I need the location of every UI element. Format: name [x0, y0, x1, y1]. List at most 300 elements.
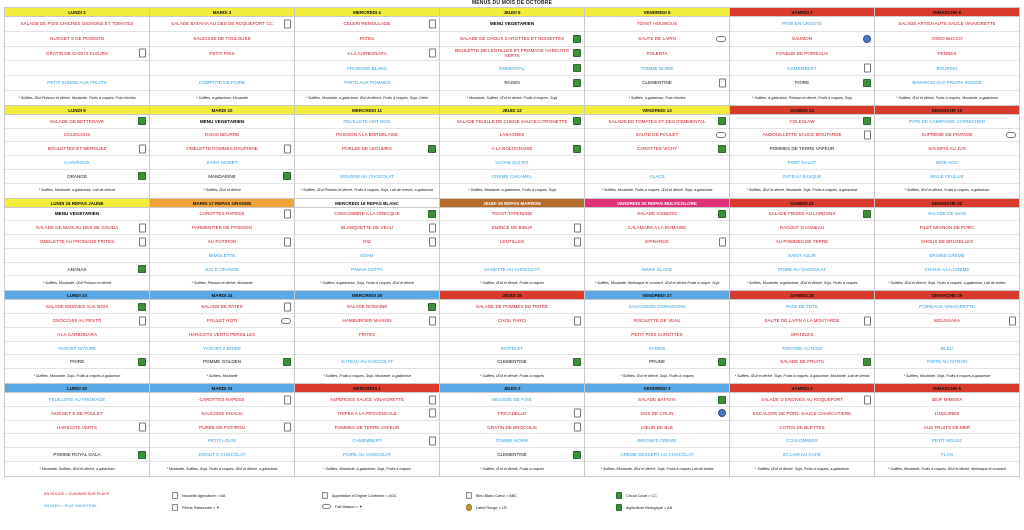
- aoc-icon: [574, 223, 581, 232]
- dish-label: ECLAIR AU CAFE: [783, 452, 821, 458]
- dish-item: [440, 314, 584, 328]
- ab-bio-icon: [573, 49, 581, 57]
- allergen-note: * Sulfites, Moutarde, Œuf et dérivé, Soja, Fruits à coques,Lait de brebis: [600, 466, 714, 471]
- day-cell: [730, 106, 875, 199]
- dish-item: [295, 421, 439, 435]
- dish-item: [150, 142, 294, 156]
- legend-item: [44, 492, 109, 496]
- dish-item: [440, 328, 584, 342]
- dish-item: [5, 235, 149, 249]
- dish-label: FRICADELLE: [497, 410, 527, 416]
- dish-label: SAINT MORET: [206, 159, 238, 165]
- dish-label: CHOU FARCI: [497, 318, 527, 324]
- dish-label: NUGGET S DE POISSON: [50, 36, 104, 42]
- fait-maison-icon: [281, 318, 291, 324]
- day-cell: [585, 8, 730, 106]
- aoc-icon: [284, 237, 291, 246]
- ab-bio-icon: [863, 358, 871, 366]
- dish-item: [295, 142, 439, 156]
- dish-label: CLEMENTINE: [642, 80, 672, 86]
- day-header: LUNDI 30: [5, 384, 149, 393]
- aoc-icon: [139, 423, 146, 432]
- dish-item: [440, 355, 584, 369]
- dish-item: [150, 61, 294, 76]
- aoc-icon: [284, 302, 291, 311]
- dish-label: A LA BOLOGNAISE: [491, 146, 533, 152]
- dish-label: SALADE ENDIVES AUX NOIX: [45, 304, 109, 310]
- dish-label: EDAM: [360, 252, 374, 258]
- day-cell: [150, 384, 295, 477]
- dish-label: BOULETTE DE LENTILLES ET FROMAGE HARICOTS VERTS: [454, 48, 570, 59]
- dish-label: SALADE BATAVIA: [638, 397, 676, 403]
- dish-item: [150, 448, 294, 462]
- dish-item: [440, 170, 584, 184]
- dish-label: BROBIS CREME: [929, 252, 965, 258]
- dish-label: CAROTTES VICHY: [636, 146, 678, 152]
- dish-label: HARICOTS VERTS PERSILLES: [188, 331, 256, 337]
- dish-item: [875, 355, 1019, 369]
- dish-label: SAUTE DE POULET: [635, 132, 679, 138]
- dish-label: CHOUX A LA CREME: [924, 266, 970, 272]
- dish-label: MOUSSAKA: [933, 318, 961, 324]
- dish-item: [440, 61, 584, 76]
- dish-label: PATE DE TETE: [786, 304, 818, 310]
- aoc-icon: [139, 316, 146, 325]
- dish-item: [875, 249, 1019, 263]
- dish-item: [730, 300, 874, 314]
- label-rouge-icon: [466, 504, 472, 511]
- dish-item: [730, 328, 874, 342]
- aoc-icon: [429, 223, 436, 232]
- dish-label: ROITELET: [500, 345, 524, 351]
- dish-item: [585, 393, 729, 407]
- day-header: DIMANCHE 29: [875, 291, 1019, 300]
- dish-label: SALADE DE CHOUX CAROTTES ET NOIXETTES: [459, 36, 565, 42]
- dish-item: [150, 393, 294, 407]
- dish-item: [295, 407, 439, 421]
- aoc-icon: [429, 316, 436, 325]
- allergen-note: * Sulfites, Œuf Poisson et dérivé, Fruits à coques, Soja, Lait de chevre, a-galactose: [300, 188, 434, 193]
- dish-item: [295, 314, 439, 328]
- dish-label: POIREAUX VINAIGRETTE: [919, 304, 975, 310]
- dish-item: [585, 142, 729, 156]
- dish-label: JUS D ORANGE: [204, 266, 240, 272]
- dish-label: SALADE D ENDIVES AU ROQUEFORT: [760, 397, 844, 403]
- dish-label: TARTE AU CITRON: [926, 359, 968, 365]
- dish-item: [5, 32, 149, 47]
- day-cell: [585, 291, 730, 384]
- aoc-icon: [429, 19, 436, 28]
- dish-item: [5, 61, 149, 76]
- ab-bio-icon: [573, 358, 581, 366]
- allergen-note: * Sulfites, Moutarde, Soja, Fruits à coques,a-galactose: [33, 374, 121, 379]
- dish-item: [875, 263, 1019, 277]
- dish-item: [730, 208, 874, 222]
- dish-item: [875, 17, 1019, 32]
- dish-label: PETIT SUISSE AUX FRUITS: [47, 80, 107, 86]
- dish-label: PARMENTIER DE POISSON: [192, 225, 252, 231]
- day-header: LUNDI 2: [5, 8, 149, 17]
- day-header: VENDREDI 13: [585, 106, 729, 115]
- dish-item: [585, 342, 729, 356]
- day-cell: [150, 291, 295, 384]
- allergen-note: * Sulfites, Moutarde, a-galactose, Œuf et dérivé, Fruits à coques, Soja, Celeri: [305, 95, 429, 100]
- aoc-icon: [429, 409, 436, 418]
- dish-label: SAUMON: [791, 36, 813, 42]
- ab-bio-icon: [718, 145, 726, 153]
- dish-item: [730, 76, 874, 91]
- ab-bio-icon: [573, 79, 581, 87]
- day-cell: [150, 199, 295, 292]
- dish-item: [295, 17, 439, 32]
- aoc-icon: [719, 237, 726, 246]
- dish-item: [730, 393, 874, 407]
- dish-label: MENU VEGETARIEN: [489, 21, 535, 27]
- allergen-note: * Sulfites, Œuf et dérivé: [203, 188, 241, 193]
- legend-item: [172, 504, 219, 511]
- aoc-icon: [429, 237, 436, 246]
- day-cell: [440, 106, 585, 199]
- ab-bio-icon: [863, 117, 871, 125]
- dish-item: [585, 434, 729, 448]
- dish-label: ANDOUILLETTE SAUCE MOUTARDE: [762, 132, 842, 138]
- dish-item: [295, 61, 439, 76]
- allergen-note: * Moutarde, Sulfites, Œuf et dérivé, a-galactose: [39, 466, 115, 471]
- dish-label: POELEE DE LEGUMES: [342, 146, 392, 152]
- dish-item: [295, 76, 439, 91]
- dish-label: MANDARINE: [208, 173, 236, 179]
- day-cell: [5, 384, 150, 477]
- day-header: LUNDI 9: [5, 106, 149, 115]
- dish-item: [150, 249, 294, 263]
- aoc-icon: [284, 144, 291, 153]
- allergen-note: * Sulfites, a-galactose, Poisson et dérivé, Fruits à coques, Soja: [751, 95, 853, 100]
- aoc-icon: [139, 237, 146, 246]
- dish-item: [875, 76, 1019, 91]
- allergen-note: * Sulfites, Moutarde, a-galactose, Lait de chevre: [38, 188, 116, 193]
- dish-item: [440, 448, 584, 462]
- dish-item: [5, 393, 149, 407]
- dish-label: ESCALOPE DE PORC SAUCE CHARCUTIERE: [752, 410, 852, 416]
- dish-label: CELERI REMOULADE: [343, 21, 391, 27]
- dish-label: FLAN: [941, 452, 953, 458]
- dish-label: RADIS BEURRE: [204, 132, 240, 138]
- dish-label: MENU VEGETARIEN: [54, 211, 100, 217]
- ab-bio-icon: [283, 172, 291, 180]
- menu-calendar-grid: [4, 7, 1020, 477]
- aoc-icon: [284, 209, 291, 218]
- dish-label: ASPERGES SAUCE VINAIGRETTE: [329, 397, 405, 403]
- allergen-note: * Sulfites, Œuf et dérivé, Fruits à coques, Moutarde, a-galactose: [896, 95, 998, 100]
- dish-item: [5, 156, 149, 170]
- dish-label: PENNES: [937, 50, 957, 56]
- ab-bio-icon: [138, 265, 146, 273]
- dish-label: FONDUE DE POIREAUX: [775, 50, 829, 56]
- dish-label: BRIGNES CREME: [637, 438, 677, 444]
- dish-item: [585, 300, 729, 314]
- allergen-note: * Sulfites, Moutarde, Mollusque et crustacé, Œuf et dérivé,Fruits à coque, Soja: [594, 281, 720, 286]
- dish-label: FROMAGE BLANC: [347, 65, 387, 71]
- dish-item: [730, 61, 874, 76]
- dish-item: [585, 76, 729, 91]
- dish-item: [730, 47, 874, 62]
- dish-label: CONCOMBRE A LA GRECQUE: [334, 211, 400, 217]
- dish-label: SALSIFIS AU JUS: [928, 146, 966, 152]
- dish-item: [5, 17, 149, 32]
- dish-item: [5, 76, 149, 91]
- dish-item: [875, 156, 1019, 170]
- dish-label: BLEU: [940, 345, 953, 351]
- aoc-icon: [1009, 316, 1016, 325]
- allergen-note: * Sulfites, Œuf et dérivé, Soja, Fruits à coques, a-galactose, Moutarde, Lait de brebis: [734, 374, 870, 379]
- dish-item: [875, 61, 1019, 76]
- dish-item: [440, 115, 584, 129]
- dish-label: SALADE DE FRUITS: [780, 359, 824, 365]
- day-cell: [875, 106, 1020, 199]
- dish-item: [440, 263, 584, 277]
- aoc-icon: [574, 409, 581, 418]
- day-header: VENDREDI 3: [585, 384, 729, 393]
- dish-item: [875, 170, 1019, 184]
- ab-bio-icon: [573, 145, 581, 153]
- dish-label: OMELETTE AU FROMAGE FRITES: [39, 239, 115, 244]
- dish-item: [875, 434, 1019, 448]
- dish-item: [295, 115, 439, 129]
- dish-item: [875, 208, 1019, 222]
- day-cell: [875, 291, 1020, 384]
- dish-item: [585, 355, 729, 369]
- dish-label: BOURSIN: [936, 65, 958, 71]
- dish-label: VACHE QUI RIT: [495, 159, 529, 165]
- na-icon: [172, 492, 178, 499]
- dish-item: [440, 407, 584, 421]
- dish-item: [150, 235, 294, 249]
- dish-item: [5, 342, 149, 356]
- dish-item: [5, 263, 149, 277]
- dish-label: SALADE BATAVIA AU DES DE ROQUEFORT CC: [171, 21, 273, 27]
- ab-bio-icon: [138, 172, 146, 180]
- day-cell: [730, 291, 875, 384]
- ab-bio-icon: [428, 303, 436, 311]
- peche-icon: [172, 504, 178, 511]
- dish-item: [5, 115, 149, 129]
- aoc-icon: [322, 492, 328, 499]
- allergen-note: * Sulfites, Fruits à coques, Soja, Moutarde, a-galactose: [323, 374, 411, 379]
- dish-item: [295, 170, 439, 184]
- dish-label: CLEMENTINE: [497, 452, 527, 458]
- day-cell: [295, 8, 440, 106]
- dish-item: [585, 129, 729, 143]
- day-cell: [875, 8, 1020, 106]
- legend-item: [172, 492, 225, 499]
- ab-bio-icon: [573, 117, 581, 125]
- dish-item: [150, 342, 294, 356]
- dish-label: POIRE: [69, 359, 85, 365]
- dish-label: TOMME NOIRE: [640, 65, 674, 71]
- dish-item: [440, 156, 584, 170]
- dish-label: EMMENTAL: [499, 65, 525, 71]
- dish-label: SALADE ROMAINE: [346, 304, 388, 310]
- dish-item: [295, 355, 439, 369]
- dish-item: [150, 328, 294, 342]
- dish-label: CAROTTES RAPEES: [199, 211, 245, 217]
- dish-label: CAMEMBERT: [352, 438, 382, 444]
- dish-label: POLENTA: [646, 50, 668, 56]
- dish-item: [730, 434, 874, 448]
- dish-label: POMME GOLDEN: [202, 359, 242, 365]
- dish-item: [875, 342, 1019, 356]
- dish-label: PORT SALUT: [787, 159, 817, 165]
- dish-label: SALADE FRISEE AU LARDONS: [768, 211, 836, 217]
- ab-bio-icon: [138, 303, 146, 311]
- aoc-icon: [284, 423, 291, 432]
- dish-item: [150, 300, 294, 314]
- dish-item: [585, 32, 729, 47]
- dish-label: SALADE DE PATES: [201, 304, 243, 310]
- ab-bio-icon: [283, 358, 291, 366]
- dish-item: [585, 263, 729, 277]
- dish-label: GRATIN DE BROCOLIS: [487, 424, 537, 430]
- legend-item: [616, 504, 672, 511]
- legend-label: Bleu Blanc Cœur = BBC: [476, 493, 518, 498]
- day-cell: [440, 291, 585, 384]
- day-header: MARDI 24: [150, 291, 294, 300]
- allergen-note: * Sulfites, Œuf et dérivé, Soja, Fruits à coques: [620, 374, 694, 379]
- ab-bio-icon: [718, 210, 726, 218]
- dish-item: [585, 156, 729, 170]
- day-header: SAMEDI 4: [730, 384, 874, 393]
- dish-label: PUREE DE POTIRON: [199, 424, 245, 430]
- dish-label: A LA CARBONARA: [347, 50, 387, 56]
- allergen-note: * Sulfites, Œuf et dérivé, Soja, Fruits à coques, a-galactose, Lait de brebis: [888, 281, 1006, 286]
- dish-label: CŒUR DE BLE: [640, 424, 674, 430]
- dish-label: EMINCE DE BŒUF: [491, 225, 533, 231]
- day-cell: [295, 384, 440, 477]
- dish-item: [585, 221, 729, 235]
- dish-label: SALADE ICEBERG: [636, 211, 678, 217]
- legend-label: EN ROUGE = CUISINER SUR PLACE: [44, 492, 110, 496]
- fait-maison-icon: [716, 36, 726, 42]
- dish-item: [440, 249, 584, 263]
- dish-item: [730, 421, 874, 435]
- allergen-note: * Sulfites, Moutarde, a-galactose, Œuf et dérivé, Soja, Fruits à coques: [746, 281, 858, 286]
- day-cell: [5, 106, 150, 199]
- day-cell: [440, 384, 585, 477]
- dish-item: [875, 115, 1019, 129]
- day-header: DIMANCHE 5: [875, 384, 1019, 393]
- day-header: LUNDI 23: [5, 291, 149, 300]
- dish-label: SAINT AGUR: [788, 252, 816, 258]
- dish-label: SALADE FEUILLE DE CHENE SAUCE CITRONETTE: [456, 118, 568, 124]
- dish-label: GATEAU BASQUE: [782, 173, 822, 179]
- dish-label: LASAGNES: [499, 132, 525, 138]
- ab-bio-icon: [863, 210, 871, 218]
- ab-bio-icon: [718, 117, 726, 125]
- dish-label: SALADE DE TOMATES ET DES D'EMMENTAL: [608, 118, 706, 124]
- dish-item: [730, 221, 874, 235]
- aoc-icon: [284, 395, 291, 404]
- dish-label: AU POMMES DE TERRE: [775, 239, 829, 244]
- aoc-icon: [429, 49, 436, 58]
- day-header: JEUDI 12: [440, 106, 584, 115]
- dish-item: [730, 156, 874, 170]
- dish-item: [150, 263, 294, 277]
- dish-item: [295, 448, 439, 462]
- dish-label: CREME CARAMEL: [491, 173, 533, 179]
- aoc-icon: [139, 144, 146, 153]
- dish-label: DANETTE AU CHOCOLAT: [484, 266, 540, 272]
- dish-label: SALADE DE POIS CHICHES OIGNONS ET TOMATES: [20, 21, 134, 27]
- aoc-icon: [429, 395, 436, 404]
- day-cell: [875, 199, 1020, 292]
- dish-label: FRITES: [358, 331, 376, 337]
- dish-label: PETIT POIS: [209, 50, 235, 56]
- ab-bio-icon: [428, 145, 436, 153]
- allergen-note: * Sulfites, Moutarde, a-galactose, Fruits à coques, Soja: [468, 188, 556, 193]
- dish-item: [875, 393, 1019, 407]
- dish-item: [5, 421, 149, 435]
- dish-item: [875, 129, 1019, 143]
- dish-label: POIRE AU CHOCOLAT: [777, 266, 827, 272]
- day-cell: [5, 291, 150, 384]
- dish-label: SAUTE DE LAPIN A LA MOUTARDE: [764, 318, 840, 324]
- dish-label: TOAST HOUMOUS: [636, 21, 678, 27]
- dish-item: [875, 407, 1019, 421]
- day-header: SAMEDI 21: [730, 199, 874, 208]
- dish-label: OSSO BUCCO: [931, 36, 963, 42]
- allergen-note: * Sulfites, Œuf et dérivé, Fruits à coques: [479, 281, 545, 286]
- day-header: JEUDI 19 REPAS MARRON: [440, 199, 584, 208]
- dish-label: SAUTE DE LAPIN: [638, 36, 676, 42]
- dish-item: [440, 342, 584, 356]
- allergen-note: * Sulfites, Œuf et dérivé, Fruits à coques: [479, 374, 545, 379]
- dish-item: [875, 142, 1019, 156]
- dish-item: [5, 434, 149, 448]
- aoc-icon: [574, 423, 581, 432]
- legend-item: [466, 504, 507, 511]
- legend-label: Agriculture Biologique = AB: [626, 505, 673, 510]
- dish-item: [730, 115, 874, 129]
- day-cell: [585, 106, 730, 199]
- dish-item: [585, 115, 729, 129]
- dish-label: TRIPES A LA PROVENCALE: [337, 410, 397, 416]
- dish-item: [585, 47, 729, 62]
- ab-bio-icon: [138, 358, 146, 366]
- dish-label: COUSCOUS: [63, 132, 91, 138]
- dish-item: [585, 235, 729, 249]
- dish-label: GLACE: [649, 173, 665, 179]
- dish-item: [730, 17, 874, 32]
- day-header: MARDI 31: [150, 384, 294, 393]
- dish-item: [440, 208, 584, 222]
- fait-maison-icon: [716, 132, 726, 138]
- dish-item: [295, 342, 439, 356]
- dish-item: [5, 142, 149, 156]
- day-cell: [150, 106, 295, 199]
- allergen-note: * Sulfites, a-galactose, Moutarde: [196, 95, 248, 100]
- dish-item: [150, 156, 294, 170]
- allergen-note: * Sulfites, Moutarde, Fruits à coques, Œuf et dérivé, Soja, a-galactose: [601, 188, 713, 193]
- dish-label: PETIT POIS CAROTTES: [631, 331, 683, 337]
- dish-label: FEUILLETE AU FROMAGE: [48, 397, 106, 403]
- dish-item: [730, 249, 874, 263]
- dish-label: BOULETTES ET MERGUEZ: [47, 146, 107, 152]
- dish-item: [5, 208, 149, 222]
- dish-item: [440, 235, 584, 249]
- dish-item: [150, 32, 294, 47]
- dish-item: [295, 300, 439, 314]
- dish-item: [585, 17, 729, 32]
